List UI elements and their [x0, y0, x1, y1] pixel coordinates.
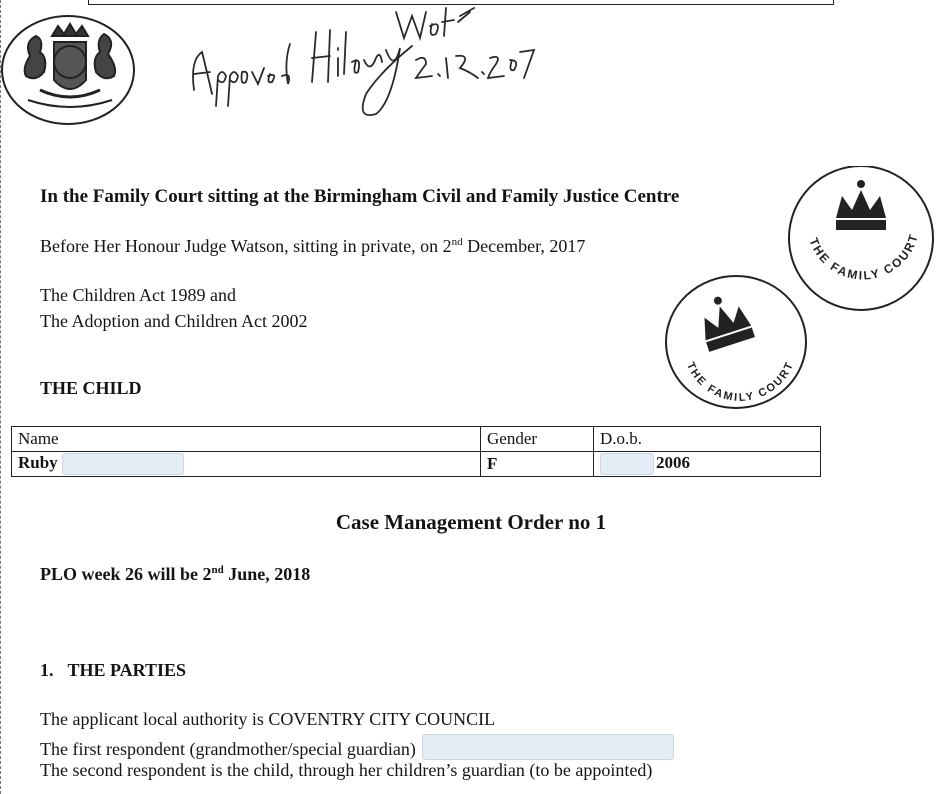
child-dob-cell	[594, 452, 821, 477]
child-section-heading: THE CHILD	[40, 378, 142, 398]
parties-heading	[40, 660, 186, 681]
handwritten-signature	[180, 2, 540, 132]
plo-text: PLO week 26 will be 2	[40, 564, 212, 584]
applicant-line: The applicant local authority is COVENTRY CITY COUNCIL	[40, 709, 496, 729]
hearing-before-text: Before Her Honour Judge Watson, sitting in private, on 2	[40, 236, 452, 256]
redacted-dob-day-month	[600, 453, 654, 475]
child-name-cell	[12, 452, 481, 477]
seal-2-text: THE FAMILY COURT	[683, 359, 797, 405]
hearing-date-rest: December, 2017	[462, 236, 586, 256]
table-row	[12, 452, 821, 477]
section-number: 1.	[40, 660, 54, 680]
first-respondent-text: The first respondent (grandmother/special guardian)	[40, 739, 416, 759]
plo-date-rest: June, 2018	[223, 564, 311, 584]
child-dob-year: 2006	[656, 453, 690, 472]
table-header-row	[12, 427, 821, 452]
second-respondent-line: The second respondent is the child, through her children’s guardian (to be appointed)	[40, 760, 653, 780]
svg-text:THE FAMILY COURT	[807, 231, 922, 282]
statute-children-act: The Children Act 1989 and	[40, 285, 236, 305]
plo-date-suffix: nd	[211, 564, 224, 576]
gender-column-header: Gender	[481, 427, 594, 452]
first-respondent-line	[40, 734, 674, 760]
family-court-seal-secondary	[664, 274, 814, 414]
court-heading: In the Family Court sitting at the Birmingham Civil and Family Justice Centre	[40, 186, 680, 207]
svg-text:THE FAMILY COURT	[684, 359, 797, 404]
hearing-details	[40, 236, 585, 257]
parties-title: THE PARTIES	[67, 660, 187, 680]
statute-adoption-act: The Adoption and Children Act 2002	[40, 311, 308, 331]
name-column-header: Name	[12, 427, 481, 452]
child-gender-cell: F	[481, 452, 594, 477]
royal-crest-icon	[0, 6, 140, 126]
plo-week-line	[40, 564, 310, 585]
child-name: Ruby	[18, 453, 58, 472]
order-title: Case Management Order no 1	[335, 510, 607, 534]
hearing-date-suffix: nd	[451, 236, 463, 248]
child-details-table	[11, 426, 821, 477]
dob-column-header: D.o.b.	[594, 427, 821, 452]
seal-1-text: THE FAMILY COURT	[806, 231, 922, 283]
redacted-surname	[62, 453, 184, 475]
redacted-guardian-name	[422, 734, 674, 760]
